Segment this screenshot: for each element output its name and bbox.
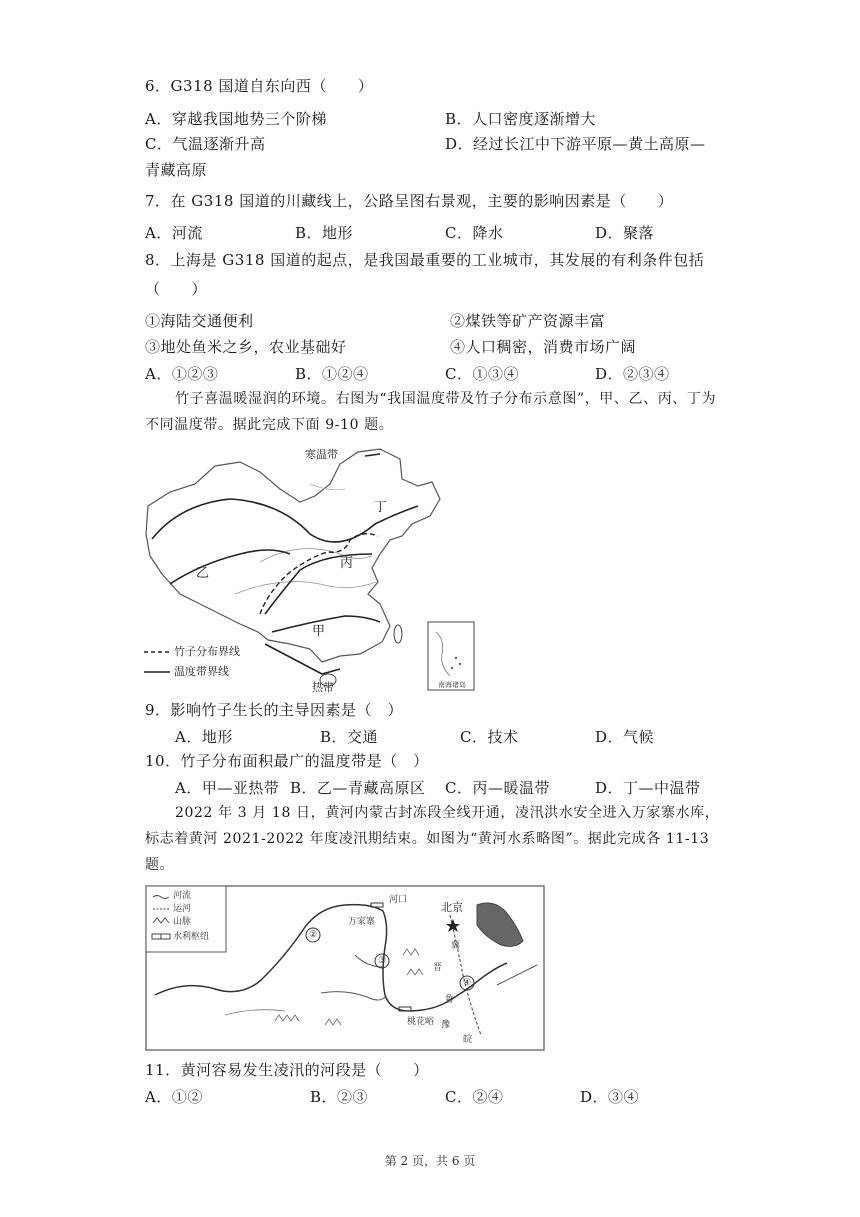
q10-option-b: B．乙—青藏高原区 — [290, 779, 426, 797]
q6-option-d: D．经过长江中下游平原—黄土高原— — [445, 135, 706, 153]
legend-dam: 水利枢纽 — [173, 932, 210, 942]
china-outline-map — [140, 444, 490, 696]
q11-option-a: A．①② — [145, 1088, 203, 1106]
intro-11-13: 2022 年 3 月 18 日，黄河内蒙古封冻段全线开通，凌汛洪水安全进入万家寨水库，标志着黄河 2021-2022 年度凌汛期结束。如图为“黄河水系略图”。据此完成各 11-13 题。 — [145, 805, 720, 873]
q10-option-c: C．丙—暖温带 — [445, 779, 550, 797]
q8-option-b: B．①②④ — [295, 365, 369, 383]
label-yi: 乙 — [196, 566, 210, 581]
label-tropic: 热带 — [312, 681, 334, 694]
legend-bamboo-boundary: 竹子分布界线 — [174, 645, 240, 658]
label-wan: 皖 — [463, 1035, 473, 1045]
q8-option-d: D．②③④ — [595, 365, 670, 383]
label-section-2: ② — [309, 930, 318, 940]
q7-option-c: C．降水 — [445, 224, 504, 242]
label-cold-temperate: 寒温带 — [305, 448, 338, 461]
q7-option-d: D．聚落 — [595, 224, 655, 242]
q7-stem: 7．在 G318 国道的川藏线上，公路呈图右景观，主要的影响因素是（ ） — [145, 192, 674, 210]
q11-option-d: D．③④ — [580, 1088, 640, 1106]
legend-canal: 运河 — [173, 904, 192, 914]
q8-statement-1: ①海陆交通便利 — [145, 312, 254, 330]
q7-option-b: B．地形 — [295, 224, 354, 242]
label-lu: 鲁 — [445, 995, 455, 1005]
label-hekou: 河口 — [389, 895, 408, 905]
label-bing: 丙 — [340, 556, 354, 571]
page-footer: 第 2 页，共 6 页 — [384, 1154, 476, 1168]
label-ji: 冀 — [451, 941, 461, 951]
label-section-4: ④ — [463, 978, 472, 988]
label-beijing: 北京 — [441, 901, 463, 914]
q8-statement-2: ②煤铁等矿产资源丰富 — [450, 312, 606, 330]
q11-option-b: B．②③ — [310, 1088, 369, 1106]
q9-stem: 9．影响竹子生长的主导因素是（ ） — [145, 701, 404, 719]
q6-option-a: A．穿越我国地势三个阶梯 — [145, 110, 327, 128]
label-section-3: ③ — [378, 956, 387, 966]
label-jia: 甲 — [312, 624, 326, 639]
q9-option-a: A．地形 — [175, 728, 233, 746]
yellow-river-outline — [145, 885, 545, 1055]
q6-stem: 6．G318 国道自东向西（ ） — [145, 77, 374, 95]
q8-option-c: C．①③④ — [445, 365, 519, 383]
q8-stem: 8．上海是 G318 国道的起点，是我国最重要的工业城市，其发展的有利条件包括 — [145, 251, 705, 269]
intro-9-10: 竹子喜温暖湿润的环境。右图为“我国温度带及竹子分布示意图”，甲、乙、丙、丁为不同温度带。据此完成下面 9-10 题。 — [145, 391, 717, 433]
q10-stem: 10．竹子分布面积最广的温度带是（ ） — [145, 752, 429, 770]
legend-mountain: 山脉 — [173, 917, 192, 927]
q6-option-d-cont: 青藏高原 — [145, 161, 208, 179]
temperature-zone-map — [140, 444, 490, 696]
label-wanjiazhai: 万家寨 — [348, 917, 376, 927]
q8-option-a: A．①②③ — [145, 365, 219, 383]
inset-label: 南海诸岛 — [438, 681, 466, 689]
legend-river: 河流 — [173, 891, 192, 901]
label-ding: 丁 — [374, 500, 388, 515]
q6-option-b: B．人口密度逐渐增大 — [445, 110, 597, 128]
label-jin: 晋 — [433, 963, 443, 973]
q10-option-d: D．丁—中温带 — [595, 779, 701, 797]
q6-option-c: C．气温逐渐升高 — [145, 135, 266, 153]
q8-statement-4: ④人口稠密，消费市场广阔 — [450, 338, 637, 356]
q9-option-d: D．气候 — [595, 728, 655, 746]
label-taohuayu: 桃花峪 — [407, 1017, 435, 1027]
label-yu: 豫 — [441, 1020, 451, 1030]
yellow-river-map — [145, 885, 545, 1055]
q10-option-a: A．甲—亚热带 — [175, 779, 280, 797]
legend-temperature-boundary: 温度带界线 — [174, 665, 229, 678]
q9-option-c: C．技术 — [460, 728, 519, 746]
q8-statement-3: ③地处鱼米之乡，农业基础好 — [145, 338, 347, 356]
q11-option-c: C．②④ — [445, 1088, 504, 1106]
q9-option-b: B．交通 — [320, 728, 379, 746]
q7-option-a: A．河流 — [145, 224, 203, 242]
q8-stem-cont: （ ） — [145, 280, 208, 298]
q11-stem: 11．黄河容易发生凌汛的河段是（ ） — [145, 1061, 429, 1079]
